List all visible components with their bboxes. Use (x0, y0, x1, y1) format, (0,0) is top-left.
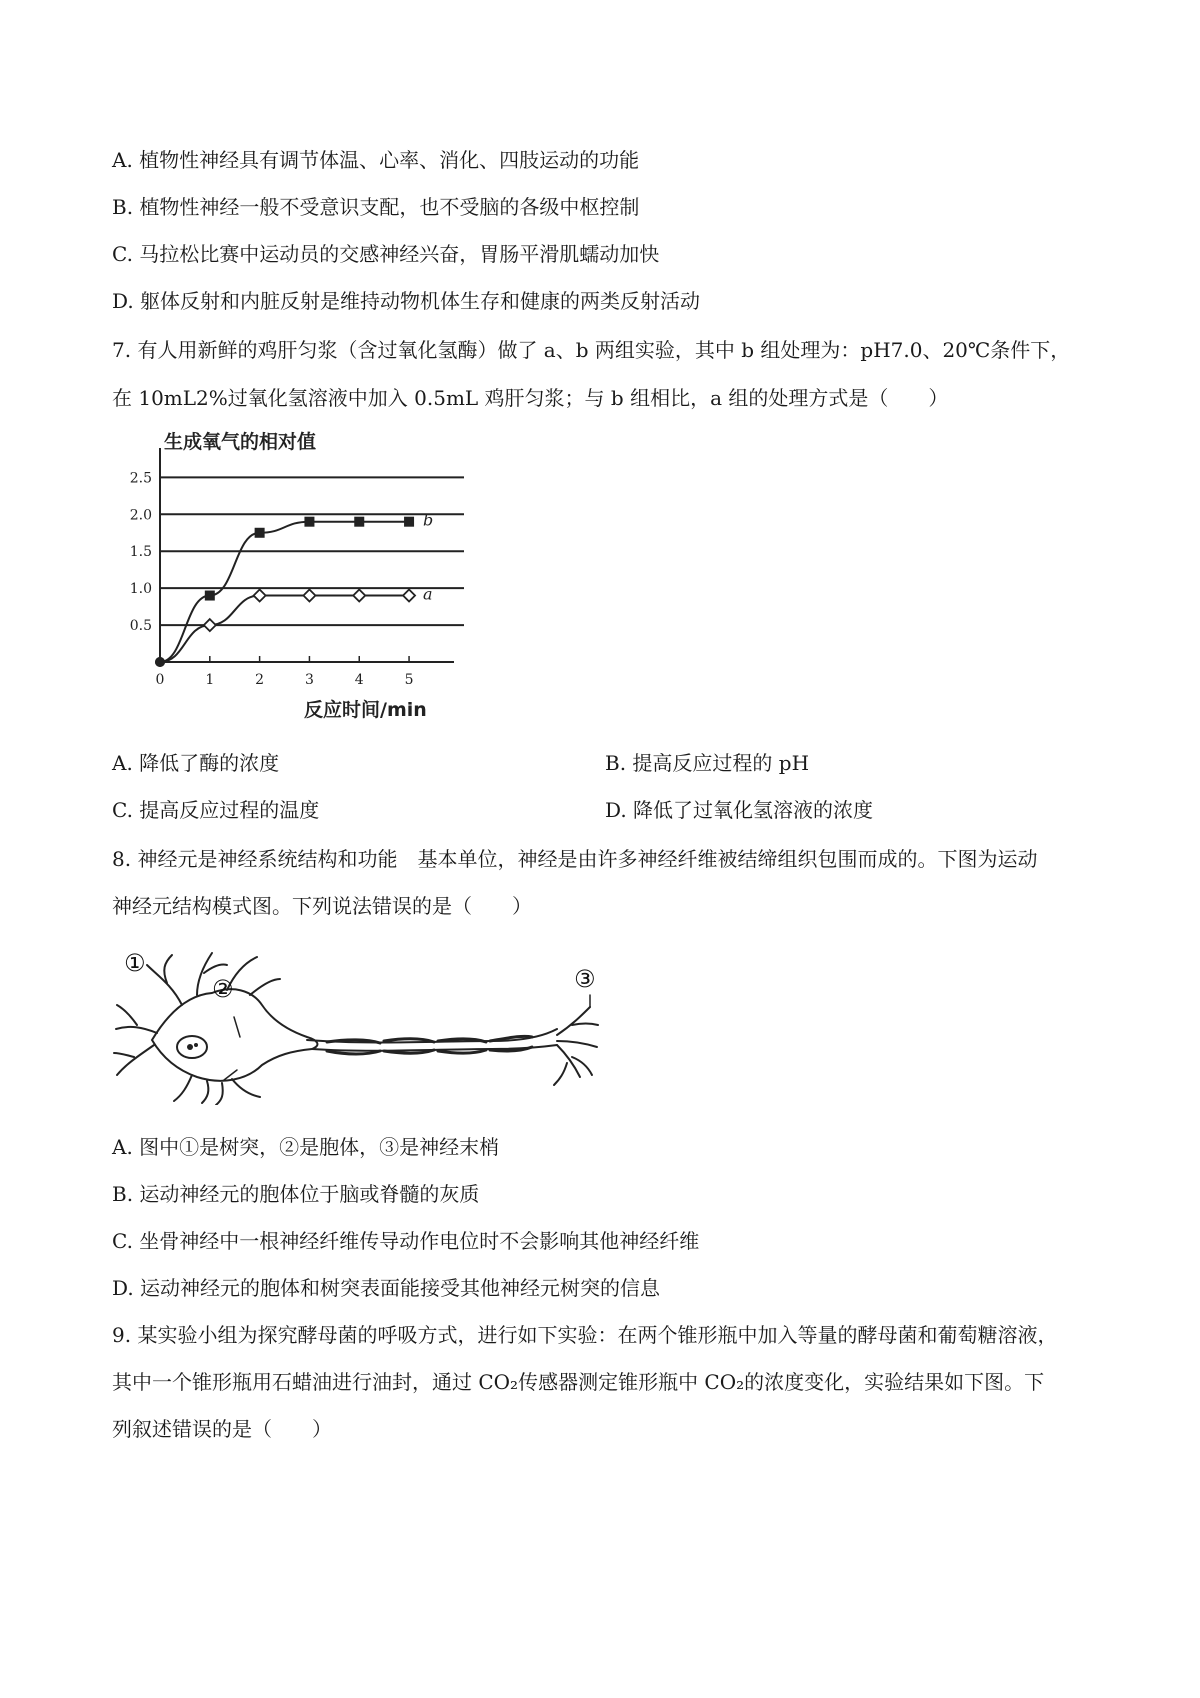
y-tick-label-1.5: 1.5 (129, 544, 152, 561)
q8-option-c: C. 坐骨神经中一根神经纤维传导动作电位时不会影响其他神经纤维 (112, 1229, 700, 1253)
y-tick-label-1.0: 1.0 (129, 581, 152, 598)
neuron-diagram (112, 945, 632, 1105)
series-label-a: a (423, 584, 433, 604)
y-tick-label-2.5: 2.5 (129, 470, 152, 487)
x-tick-label-5: 5 (404, 672, 414, 688)
series-a-point-1 (204, 619, 216, 631)
chart-axes (160, 448, 454, 662)
q7-stem-line2: 在 10mL2%过氧化氢溶液中加入 0.5mL 鸡肝匀浆；与 b 组相比，a 组的处理方式是（ ） (112, 386, 949, 410)
series-b-point-1 (205, 591, 215, 601)
q9-stem-line3: 列叙述错误的是（ ） (112, 1417, 332, 1441)
series-a-line (160, 596, 409, 662)
q8-stem-line2: 神经元结构模式图。下列说法错误的是（ ） (112, 894, 532, 918)
y-tick-label-2.0: 2.0 (129, 507, 152, 524)
q8-option-d: D. 运动神经元的胞体和树突表面能接受其他神经元树突的信息 (112, 1276, 661, 1300)
label-1-pointer (234, 1017, 240, 1037)
neuron-drawing (114, 953, 598, 1105)
x-tick-label-1: 1 (205, 672, 215, 688)
chart-labels (130, 430, 434, 721)
nucleus-dot (187, 1043, 198, 1050)
q7-option-a: A. 降低了酶的浓度 (112, 751, 280, 775)
series-label-b: b (423, 510, 434, 530)
q8-option-a: A. 图中①是树突，②是胞体，③是神经末梢 (112, 1135, 500, 1159)
q7-option-b: B. 提高反应过程的 pH (605, 751, 810, 775)
q9-stem-line2: 其中一个锥形瓶用石蜡油进行油封，通过 CO₂传感器测定锥形瓶中 CO₂的浓度变化，实验结果如下图。下 (112, 1370, 1045, 1394)
q7-option-d: D. 降低了过氧化氢溶液的浓度 (605, 798, 874, 822)
x-tick-label-0: 0 (155, 672, 165, 688)
q6-option-a: A. 植物性神经具有调节体温、心率、消化、四肢运动的功能 (112, 148, 640, 172)
series-b-point-4 (354, 517, 364, 527)
y-tick-label-0.5: 0.5 (129, 618, 152, 635)
q6-option-d: D. 躯体反射和内脏反射是维持动物机体生存和健康的两类反射活动 (112, 289, 701, 313)
chart-grid (160, 477, 464, 625)
x-axis-label: 反应时间/min (304, 699, 427, 721)
label-3: ③ (574, 965, 596, 993)
q6-option-b: B. 植物性神经一般不受意识支配，也不受脑的各级中枢控制 (112, 195, 640, 219)
x-tick-label-4: 4 (354, 672, 364, 688)
series-a-point-3 (303, 590, 315, 602)
series-a-point-5 (403, 590, 415, 602)
q9-stem-line1: 9. 某实验小组为探究酵母菌的呼吸方式，进行如下实验：在两个锥形瓶中加入等量的酵母菌和葡萄糖溶液， (112, 1323, 1058, 1347)
chart-title: 生成氧气的相对值 (164, 431, 317, 453)
label-2: ② (212, 975, 234, 1003)
x-tick-label-2: 2 (255, 672, 265, 688)
q7-stem-line1: 7. 有人用新鲜的鸡肝匀浆（含过氧化氢酶）做了 a、b 两组实验，其中 b 组处理为：pH7.0、20℃条件下， (112, 338, 1071, 362)
q8-stem-line1: 8. 神经元是神经系统结构和功能 基本单位，神经是由许多神经纤维被结缔组织包围而成的。下图为运动 (112, 847, 1038, 871)
oxygen-chart (112, 430, 472, 730)
series-b-point-5 (404, 517, 414, 527)
label-1: ① (124, 949, 146, 977)
q6-option-c: C. 马拉松比赛中运动员的交感神经兴奋，胃肠平滑肌蠕动加快 (112, 242, 660, 266)
series-b-line (160, 522, 409, 662)
q8-option-b: B. 运动神经元的胞体位于脑或脊髓的灰质 (112, 1182, 480, 1206)
series-a-point-0 (155, 657, 165, 667)
series-b-point-3 (304, 517, 314, 527)
series-a-point-4 (353, 590, 365, 602)
q7-option-c: C. 提高反应过程的温度 (112, 798, 320, 822)
series-b-point-2 (255, 528, 265, 538)
chart-series (155, 517, 415, 667)
x-tick-label-3: 3 (304, 672, 314, 688)
series-a-point-2 (254, 590, 266, 602)
